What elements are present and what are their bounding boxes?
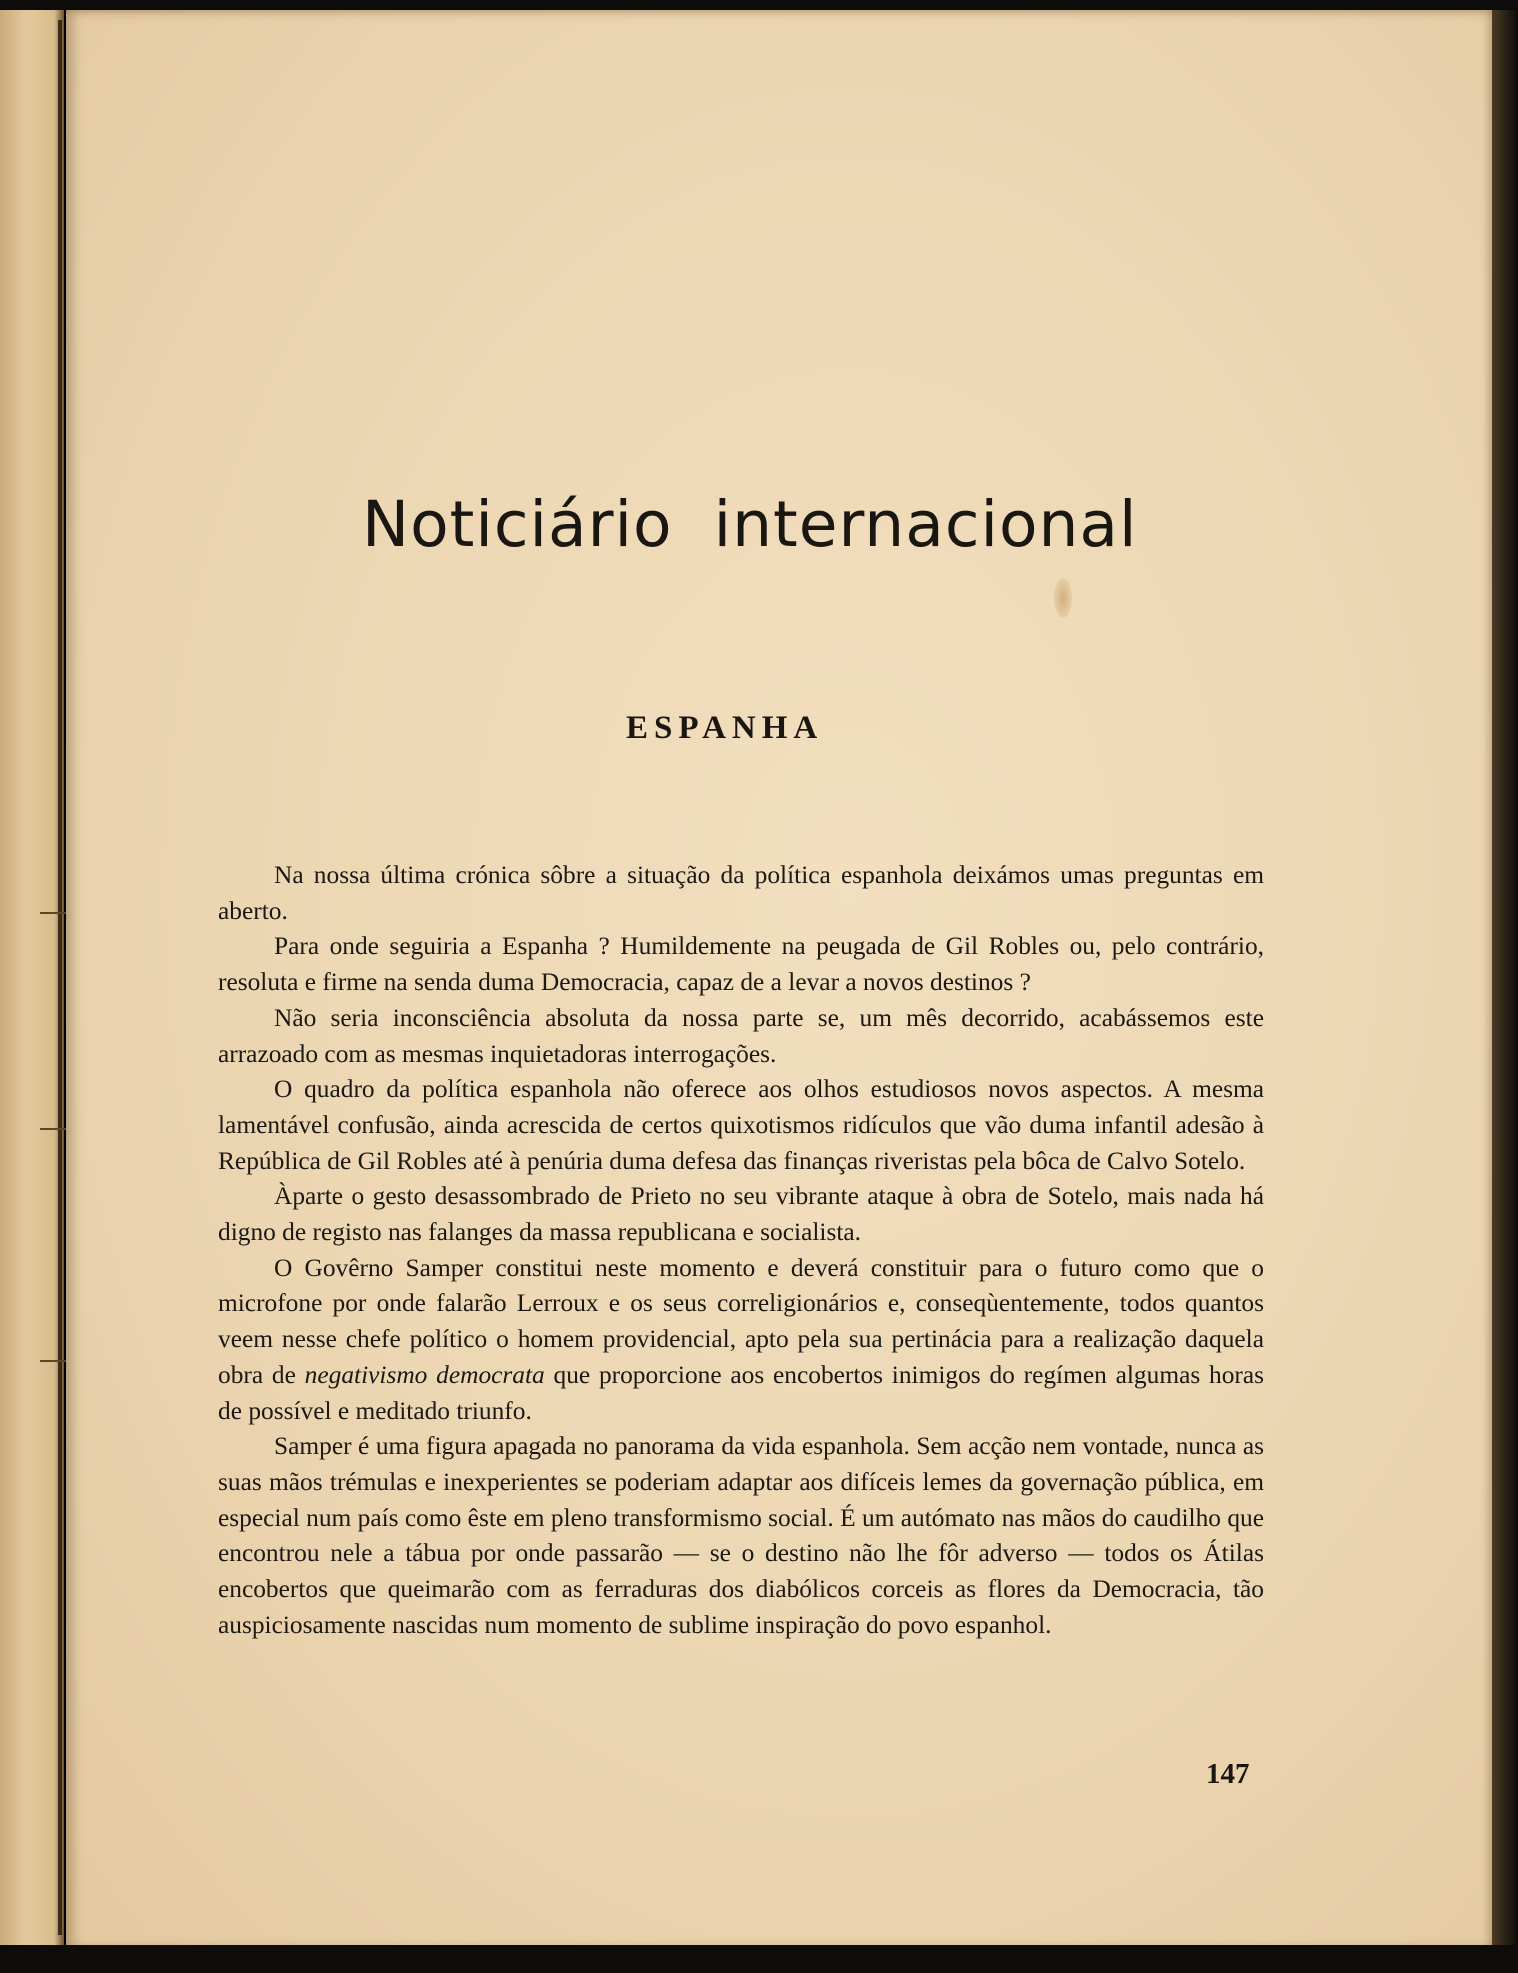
- paragraph: Não seria inconsciência absoluta da nossa parte se, um mês decorrido, acabássemos este arrazoado com as mesmas inquietadoras interrogações.: [218, 1003, 1264, 1068]
- paragraph: O Govêrno Samper constitui neste momento e deverá constituir para o futuro como que o microfone por onde falarão Lerroux e os seus correligionários e, conseqùentemente, todos quantos veem nesse chefe político o homem providencial, apto pela sua pertinácia para a realização daquela obra de negativismo democrata que proporcione aos encobertos inimigos do regímen algumas horas de possível e meditado triunfo.: [218, 1253, 1264, 1425]
- paper-stain: [1054, 578, 1072, 618]
- paragraph: Àparte o gesto desassombrado de Prieto no seu vibrante ataque à obra de Sotelo, mais nada há digno de registo nas falanges da massa republicana e socialista.: [218, 1182, 1264, 1247]
- scan-border-bottom: [0, 1945, 1518, 1973]
- paragraph: Para onde seguiria a Espanha ? Humildemente na peugada de Gil Robles ou, pelo contrário, resoluta e firme na senda duma Democracia, capaz de a levar a novos destinos ?: [218, 932, 1264, 997]
- facing-page-edge: [0, 10, 64, 1945]
- paragraph: Na nossa última crónica sôbre a situação da política espanhola deixámos umas preguntas em aberto.: [218, 861, 1264, 925]
- italic-emphasis: negativismo democrata: [304, 1360, 545, 1389]
- book-spine: [58, 20, 62, 1935]
- scan-border-top: [0, 0, 1518, 10]
- article-body: [218, 858, 1264, 1643]
- binding-mark: [40, 1360, 66, 1362]
- binding-mark: [40, 912, 66, 914]
- page-number: 147: [1206, 1758, 1250, 1790]
- country-subheading: ESPANHA: [626, 710, 824, 746]
- binding-mark: [40, 1128, 66, 1130]
- paragraph: Samper é uma figura apagada no panorama da vida espanhola. Sem acção nem vontade, nunca as suas mãos trémulas e inexperientes se poderiam adaptar aos difíceis lemes da governação pública, em especial num país como êste em pleno transformismo social. É um autómato nas mãos do caudilho que encontrou nele a tábua por onde passarão — se o destino não lhe fôr adverso — todos os Átilas encobertos que queimarão com as ferraduras dos diabólicos corceis as flores da Democracia, tão auspiciosamente nascidas num momento de sublime inspiração do povo espanhol.: [218, 1432, 1264, 1639]
- paragraph: O quadro da política espanhola não oferece aos olhos estudiosos novos aspectos. A mesma lamentável confusão, ainda acrescida de certos quixotismos ridículos que vão duma infantil adesão à República de Gil Robles até à penúria duma defesa das finanças riveristas pela bôca de Calvo Sotelo.: [218, 1075, 1264, 1175]
- section-heading: Noticiário internacional: [362, 488, 1138, 561]
- page-right-shadow: [1492, 10, 1518, 1950]
